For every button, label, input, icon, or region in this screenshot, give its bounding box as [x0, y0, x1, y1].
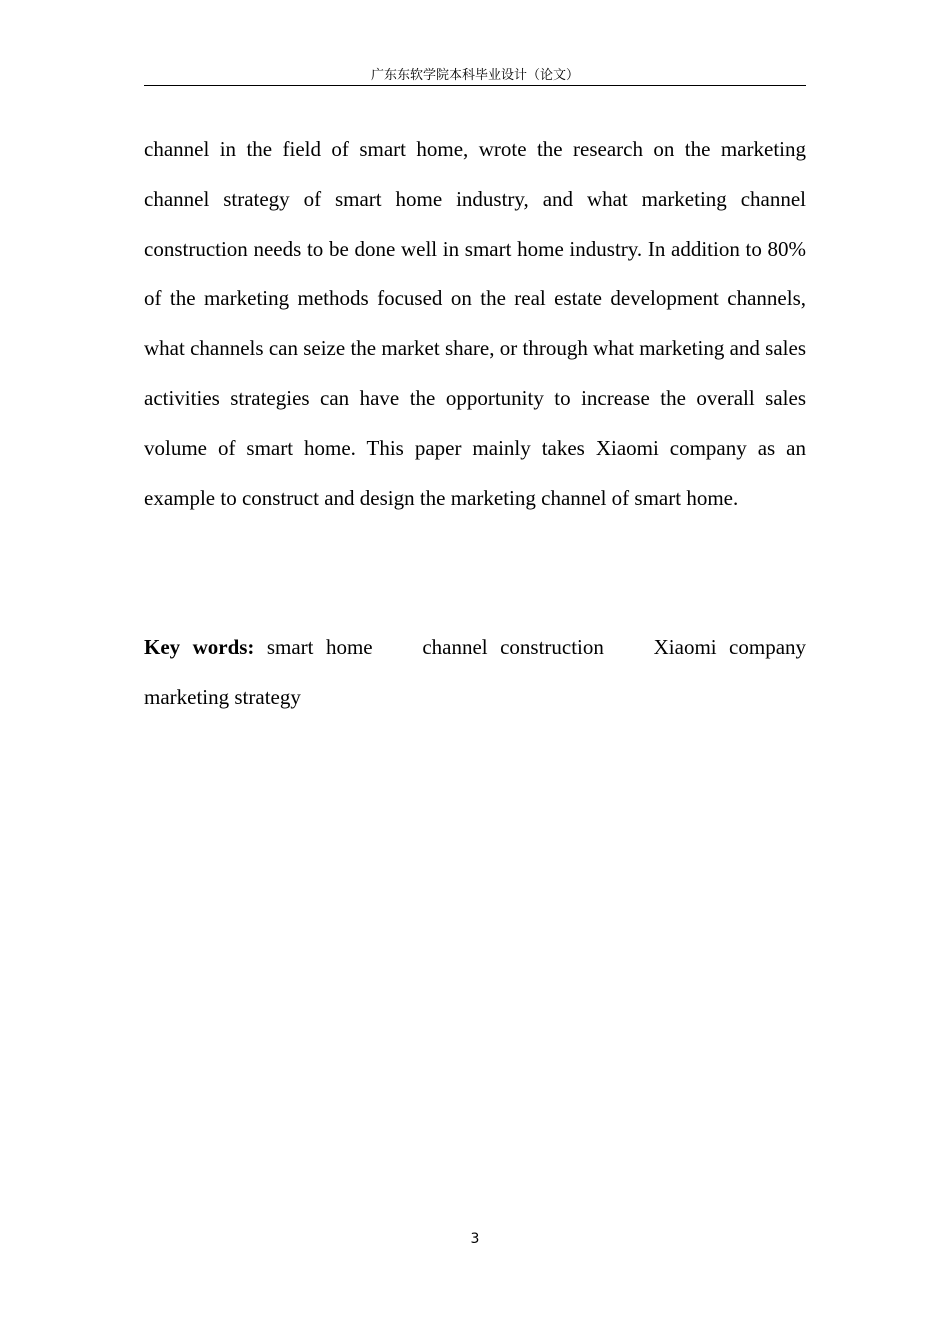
abstract-paragraph: channel in the field of smart home, wrote the research on the marketing channel strategy of smart home industry, and what marketing channel construction needs to be done well in smart home industry. In addition to 80% of the marketing methods focused on the real estate development channels, what channels can seize the market share, or through what marketing and sales activities strategies can have the opportunity to increase the overall sales volume of smart home. This paper mainly takes Xiaomi company as an example to construct and design the marketing channel of smart home.: [144, 137, 806, 510]
keywords-label: Key words:: [144, 635, 255, 659]
header-title: 广东东软学院本科毕业设计（论文）: [370, 68, 579, 83]
keyword-term: smart home: [266, 635, 373, 659]
page-number: 3: [470, 1231, 480, 1247]
keyword-term: marketing strategy: [144, 684, 301, 709]
keyword-term: channel construction: [422, 635, 604, 659]
keywords-line: [144, 623, 806, 723]
page-header: [144, 66, 806, 86]
keyword-term: Xiaomi company: [653, 635, 807, 659]
